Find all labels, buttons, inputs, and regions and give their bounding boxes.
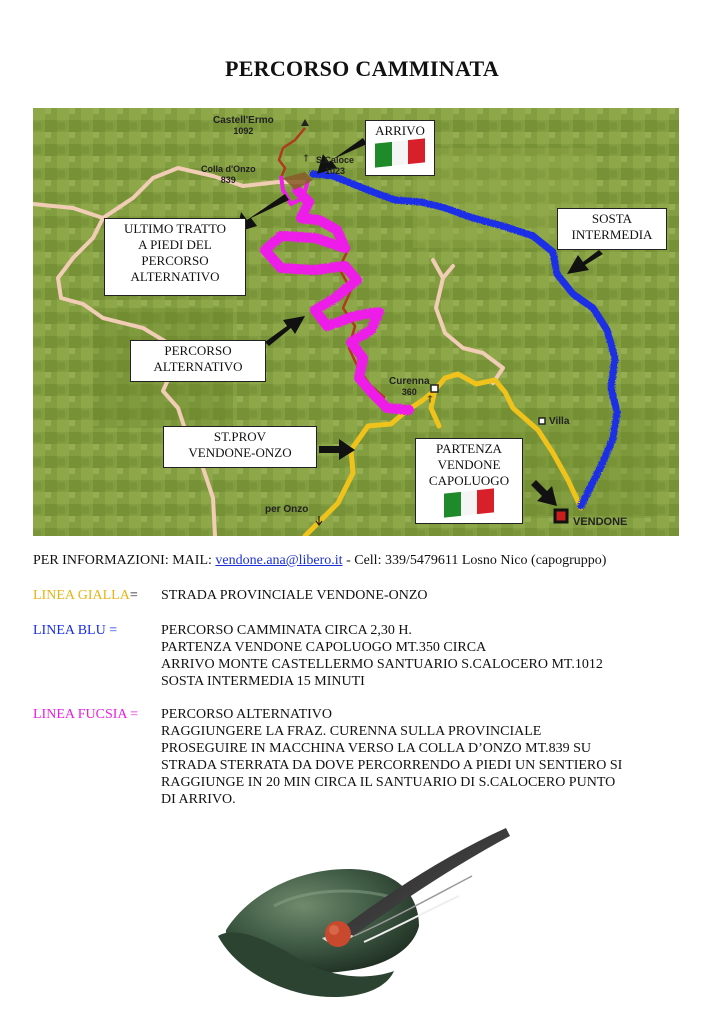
- label-vendone: VENDONE: [573, 516, 628, 528]
- label-villa: Villa: [549, 416, 570, 427]
- label-colla-donzo: Colla d'Onzo 839: [201, 164, 256, 185]
- legend-fuchsia-key: LINEA FUCSIA =: [33, 707, 139, 722]
- label-per-onzo: per Onzo: [265, 504, 309, 515]
- contact-info: PER INFORMAZIONI: MAIL: vendone.ana@libero.it - Cell: 339/5479611 Losno Nico (capogruppo): [33, 553, 607, 568]
- svg-text:†: †: [427, 394, 433, 405]
- map-canvas: [33, 108, 679, 536]
- label-curenna: Curenna 360: [389, 376, 430, 397]
- alpini-hat-image: [214, 826, 514, 1011]
- legend-blue-key: LINEA BLU =: [33, 623, 118, 638]
- callout-arrivo: ARRIVO: [365, 120, 435, 176]
- callout-sosta-intermedia: SOSTA INTERMEDIA: [557, 208, 667, 250]
- italian-flag-icon: [375, 138, 425, 167]
- label-s-calocero: S.Caloce 1023: [316, 155, 355, 176]
- page-title: PERCORSO CAMMINATA: [224, 56, 500, 81]
- email-link[interactable]: vendone.ana@libero.it: [215, 553, 343, 568]
- legend-yellow-key: LINEA GIALLA: [33, 588, 130, 603]
- callout-percorso-alternativo: PERCORSO ALTERNATIVO: [130, 340, 266, 382]
- callout-st-prov: ST.PROV VENDONE-ONZO: [163, 426, 317, 468]
- label-castell-ermo: Castell'Ermo 1092: [213, 115, 274, 136]
- italian-flag-icon: [444, 488, 494, 517]
- callout-partenza: PARTENZA VENDONE CAPOLUOGO: [415, 438, 523, 524]
- callout-ultimo-tratto: ULTIMO TRATTO A PIEDI DEL PERCORSO ALTERNATIVO: [104, 218, 246, 296]
- trail-map: [33, 108, 679, 536]
- svg-text:†: †: [303, 153, 309, 164]
